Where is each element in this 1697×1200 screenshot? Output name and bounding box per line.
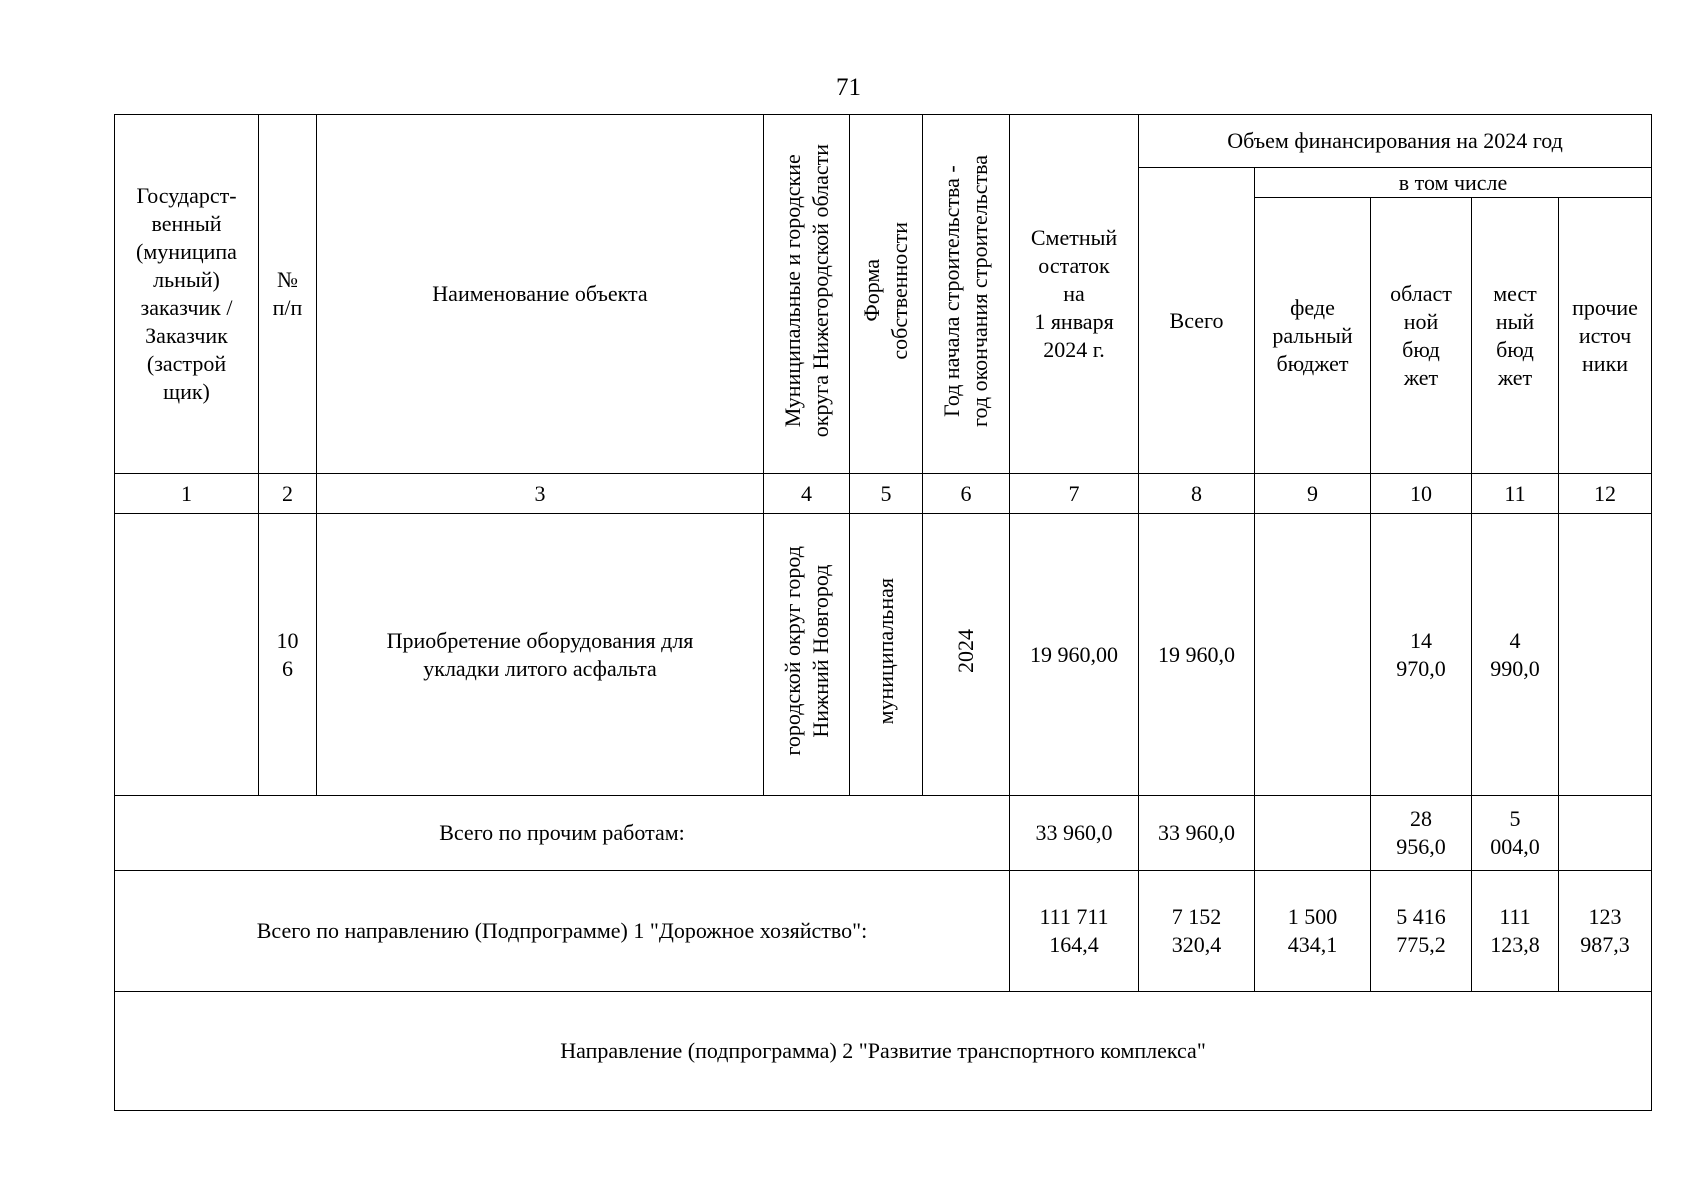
item-years: 2024 [923,514,1010,796]
direction-total-local: 111 123,8 [1472,871,1559,992]
header-customer: Государст- венный (муниципа льный) заказчик / Заказчик (застрой щик) [115,115,259,474]
other-works-total-row [115,796,1652,871]
item-other [1559,514,1652,796]
other-works-other [1559,796,1652,871]
other-works-estimated: 33 960,0 [1010,796,1139,871]
item-district: городской округ город Нижний Новгород [764,514,850,796]
header-other-sources: прочие источ ники [1559,198,1652,474]
column-numbers-row [115,474,1652,514]
item-customer [115,514,259,796]
column-number: 11 [1472,474,1559,514]
section-heading-row [115,992,1652,1111]
item-ownership: муниципальная [850,514,923,796]
item-number: 10 6 [259,514,317,796]
item-regional: 14 970,0 [1371,514,1472,796]
direction-total-label: Всего по направлению (Подпрограмме) 1 "Дорожное хозяйство": [115,871,1010,992]
column-number: 8 [1139,474,1255,514]
column-number: 4 [764,474,850,514]
direction-total-total: 7 152 320,4 [1139,871,1255,992]
direction-total-row [115,871,1652,992]
column-number: 12 [1559,474,1652,514]
other-works-federal [1255,796,1371,871]
column-number: 2 [259,474,317,514]
column-number: 9 [1255,474,1371,514]
direction-total-estimated: 111 711 164,4 [1010,871,1139,992]
other-works-label: Всего по прочим работам: [115,796,1010,871]
header-row-1 [115,115,1652,168]
direction-total-regional: 5 416 775,2 [1371,871,1472,992]
other-works-local: 5 004,0 [1472,796,1559,871]
header-estimated-balance: Сметный остаток на 1 января 2024 г. [1010,115,1139,474]
direction-total-other: 123 987,3 [1559,871,1652,992]
item-estimated-balance: 19 960,00 [1010,514,1139,796]
header-total: Всего [1139,168,1255,474]
item-local: 4 990,0 [1472,514,1559,796]
item-object-name: Приобретение оборудования для укладки литого асфальта [317,514,764,796]
column-number: 5 [850,474,923,514]
header-districts: Муниципальные и городские округа Нижегородской области [764,115,850,474]
header-local-budget: мест ный бюд жет [1472,198,1559,474]
header-item-number: № п/п [259,115,317,474]
column-number: 10 [1371,474,1472,514]
financing-table [114,114,1652,1111]
other-works-total: 33 960,0 [1139,796,1255,871]
header-regional-budget: област ной бюд жет [1371,198,1472,474]
item-federal [1255,514,1371,796]
column-number: 1 [115,474,259,514]
item-total: 19 960,0 [1139,514,1255,796]
column-number: 6 [923,474,1010,514]
column-number: 7 [1010,474,1139,514]
header-including: в том числе [1255,168,1652,198]
page-number: 71 [836,74,861,101]
item-row [115,514,1652,796]
direction-total-federal: 1 500 434,1 [1255,871,1371,992]
header-funding-volume: Объем финансирования на 2024 год [1139,115,1652,168]
header-ownership: Форма собственности [850,115,923,474]
column-number: 3 [317,474,764,514]
header-federal-budget: феде ральный бюджет [1255,198,1371,474]
section-heading: Направление (подпрограмма) 2 "Развитие транспортного комплекса" [115,992,1652,1111]
header-object-name: Наименование объекта [317,115,764,474]
other-works-regional: 28 956,0 [1371,796,1472,871]
header-construction-years: Год начала строительства - год окончания строительства [923,115,1010,474]
